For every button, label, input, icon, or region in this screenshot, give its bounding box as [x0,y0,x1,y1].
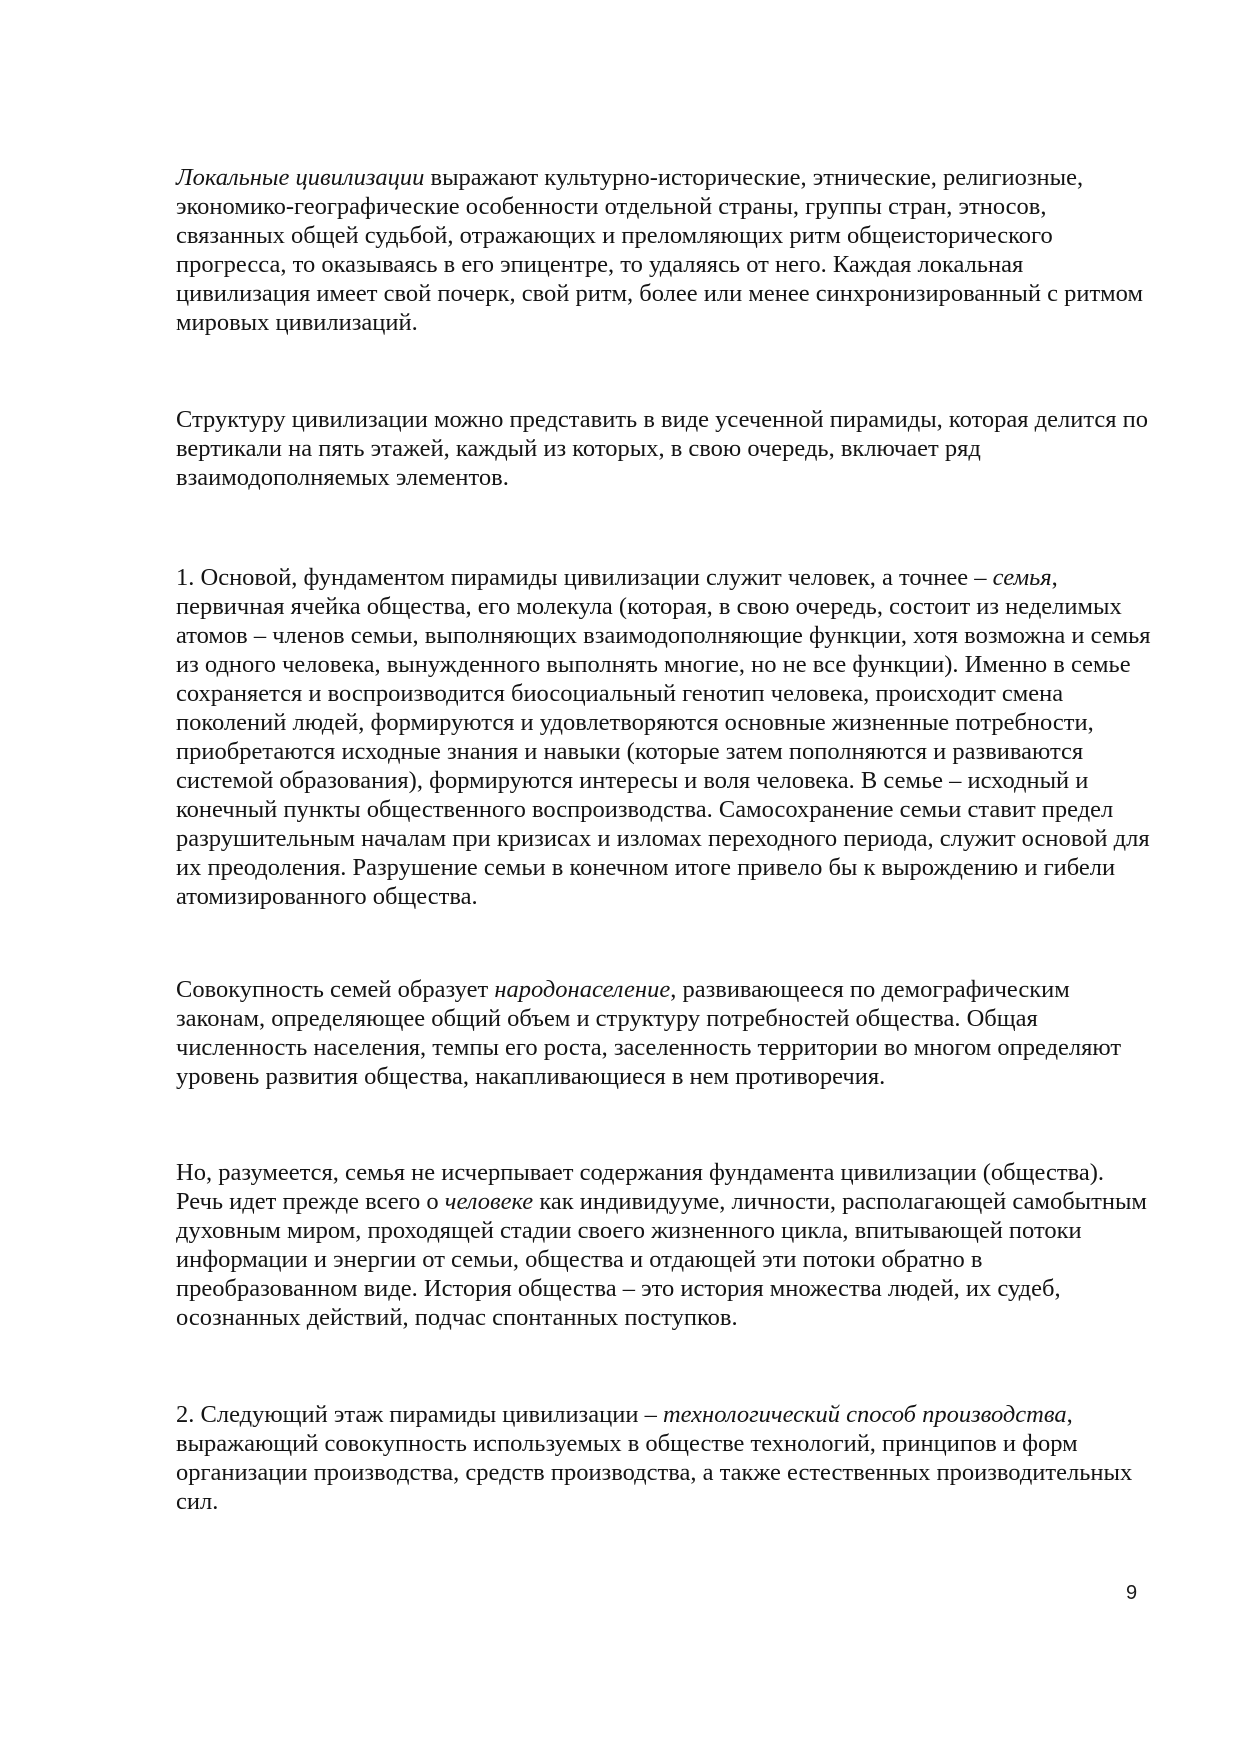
italic-term: семья [992,564,1052,591]
paragraph-technological-mode [176,1400,1156,1516]
italic-term: Локальные цивилизации [176,164,425,191]
italic-term: технологический способ производства [662,1401,1067,1428]
paragraph-text: Структуру цивилизации можно представить в виде усеченной пирамиды, которая делится по вертикали на пять этажей, каждый из которых, в свою очередь, включает ряд взаимодополняемых элементов. [176,406,1148,491]
page-number: 9 [1126,1582,1138,1604]
paragraph-local-civilizations [176,163,1156,337]
paragraph-family [176,563,1156,911]
paragraph-text: как индивидууме, личности, располагающей самобытным духовным миром, проходящей стадии своего жизненного цикла, впитывающей потоки информации и энергии от семьи, общества и отдающей эти потоки обратно в преобразованном виде. История общества – это история множества людей, их судеб, осознанных действий, подчас спонтанных поступков. [176,1188,1147,1331]
paragraph-structure [176,405,1156,492]
paragraph-text: выражают культурно-исторические, этнические, религиозные, экономико-географические особенности отдельной страны, группы стран, этносов, связанных общей судьбой, отражающих и преломляющих ритм общеисторического прогресса, то оказываясь в его эпицентре, то удаляясь от него. Каждая локальная цивилизация имеет свой почерк, свой ритм, более или менее синхронизированный с ритмом мировых цивилизаций. [176,164,1143,336]
paragraph-individual [176,1158,1156,1332]
paragraph-text: , развивающееся по демографическим законам, определяющее общий объем и структуру потребностей общества. Общая численность населения, темпы его роста, заселенность территории во многом определяют уровень развития общества, накапливающиеся в нем противоречия. [176,976,1122,1090]
paragraph-text: 1. Основой, фундаментом пирамиды цивилизации служит человек, а точнее – [176,564,993,591]
paragraph-text: 2. Следующий этаж пирамиды цивилизации – [176,1401,663,1428]
paragraph-text: , выражающий совокупность используемых в обществе технологий, принципов и форм организации производства, средств производства, а также естественных производительных сил. [176,1401,1133,1515]
paragraph-text: , первичная ячейка общества, его молекула (которая, в свою очередь, состоит из неделимых атомов – членов семьи, выполняющих взаимодополняющие функции, хотя возможна и семья из одного человека, вынужденного выполнять многие, но не все функции). Именно в семье сохраняется и воспроизводится биосоциальный генотип человека, происходит смена поколений людей, формируются и удовлетворяются основные жизненные потребности, приобретаются исходные знания и навыки (которые затем пополняются и развиваются системой образования), формируются интересы и воля человека. В семье – исходный и конечный пункты общественного воспроизводства. Самосохранение семьи ставит предел разрушительным началам при кризисах и изломах переходного периода, служит основой для их преодоления. Разрушение семьи в конечном итоге привело бы к вырождению и гибели атомизированного общества. [176,564,1151,910]
italic-term: человеке [444,1188,534,1215]
paragraph-text: Совокупность семей образует [176,976,495,1003]
paragraph-text: Но, разумеется, семья не исчерпывает содержания фундамента цивилизации (общества). Речь идет прежде всего о [176,1159,1104,1215]
italic-term: народонаселение [494,976,671,1003]
paragraph-population [176,975,1156,1091]
